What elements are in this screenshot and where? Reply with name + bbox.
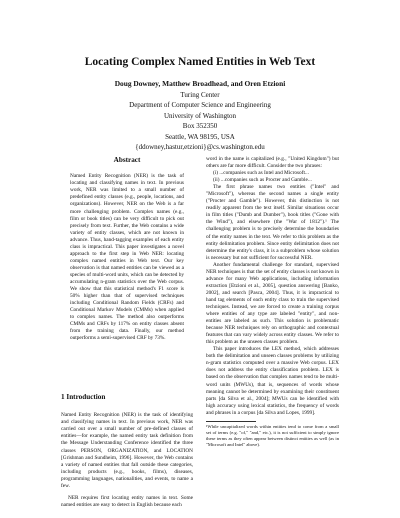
affiliation-line: University of Washington (163, 111, 237, 120)
abstract-heading: Abstract (113, 156, 141, 164)
example-phrase: (i) ...companies such as Intel and Microsoft... (213, 170, 309, 177)
introduction-text (61, 407, 193, 515)
intro-paragraph: NER requires first locating entity names in text. Some named entities are easy to detect in English because each (61, 495, 193, 509)
body-paragraph: Another fundamental challenge for standard, supervised NER techniques is that the set of entity classes is not known in advance for many Web applications, including information extraction [Etzioni et al., 2005], question answering [Banko, 2002], and search [Pasca, 2004]. Thus, it is impractical to hand tag elements of each entity class to train the supervised techniques. Instead, we are forced to create a training corpus where entities of any type are labeled "entity", and non-entities are labeled as such. This solution is problematic because NER techniques rely on orthographic and contextual features that can vary widely across entity classes. We refer to this problem as the unseen classes problem. (206, 261, 339, 346)
author-emails: {ddowney,hastur,etzioni}@cs.washington.edu (135, 143, 265, 152)
body-paragraph: word in the name is capitalized (e.g., "United Kingdom") but others are far more difficult. Consider the two phrases: (206, 156, 339, 170)
section-heading-introduction: 1 Introduction (61, 393, 106, 401)
paper-authors: Doug Downey, Matthew Broadhead, and Oren Etzioni (114, 79, 286, 88)
affiliation-line: Department of Computer Science and Engineering (129, 101, 271, 110)
footnote-divider (206, 421, 256, 422)
intro-paragraph: Named Entity Recognition (NER) is the task of identifying and classifying names in text. In previous work, NER was carried out over a small number of pre-defined classes of entities—for example, the named entity task definition from the Message Understanding Conference identified the three classes PERSON, ORGANIZATION, and LOCATION [Grishman and Sundheim, 1996]. However, the Web contains a variety of named entities that fall outside these categories, including products (e.g., books, films), diseases, programming languages, nationalities, and events, to name a few. (61, 412, 193, 489)
abstract-text (70, 168, 184, 348)
example-phrase: (ii) ...companies such as Procter and Gamble... (213, 177, 312, 184)
affiliation-line: Box 352350 (182, 122, 218, 131)
footnote: ¹While uncapitalized words within entities tend to come from a small set of terms (e.g. "of," "and," etc.), it is not sufficient to simply ignore these terms as they often appear between distinct entities as well (as in "Microsoft and Intel" above). (206, 423, 339, 447)
affiliation-line: Turing Center (180, 91, 220, 99)
abstract-paragraph: Named Entity Recognition (NER) is the task of locating and classifying names in text. In previous work, NER was limited to a small number of predefined entity classes (e.g., people, locations, and organizations). However, NER on the Web is a far more challenging problem. Complex names (e.g., film or book titles) can be very difficult to pick out precisely from text. Further, the Web contains a wide variety of entity classes, which are not known in advance. Thus, hand-tagging examples of each entity class is impractical. This paper investigates a novel approach to the first step in Web NER: locating complex named entities in Web text. Our key observation is that named entities can be viewed as a species of multi-word units, which can be detected by accumulating n-gram statistics over the Web corpus. We show that this statistical method's F1 score is 50% higher than that of supervised techniques including Conditional Random Fields (CRFs) and Conditional Markov Models (CMMs) when applied to complex names. The method also outperforms CMMs and CRFs by 117% on entity classes absent from the training data. Finally, our method outperforms a semi-supervised CRF by 73%. (70, 173, 184, 342)
body-paragraph: The first phrase names two entities ("Intel" and "Microsoft"), whereas the second names a single entity ("Procter and Gamble"). However, this distinction is not readily apparent from the text itself. Similar situations occur in film titles ("Dumb and Dumber"), book titles ("Gone with the Wind"), and elsewhere (the "War of 1812").¹ The challenging problem is to precisely determine the boundaries of the entity names in the text. We refer to this problem as the entity delimitation problem. Since entity delimitation does not determine the entity's class, it is a subproblem whose solution is necessary but not sufficient for successful NER. (206, 184, 339, 261)
affiliation-line: Seattle, WA 98195, USA (165, 132, 235, 141)
paper-title: Locating Complex Named Entities in Web Text (84, 56, 316, 68)
right-column (206, 156, 339, 448)
body-paragraph: This paper introduces the LEX method, which addresses both the delimitation and unseen classes problems by utilizing n-gram statistics computed over a massive Web corpus. LEX does not address the entity classification problem. LEX is based on the observation that complex names tend to be multi-word units (MWUs), that is, sequences of words whose meaning cannot be determined by examining their constituent parts [da Silva et al., 2004]; MWUs can be identified with high accuracy using lexical statistics, the frequency of words and phrases in a corpus [da Silva and Lopes, 1999]. (206, 346, 339, 416)
affiliation-block (0, 90, 400, 152)
